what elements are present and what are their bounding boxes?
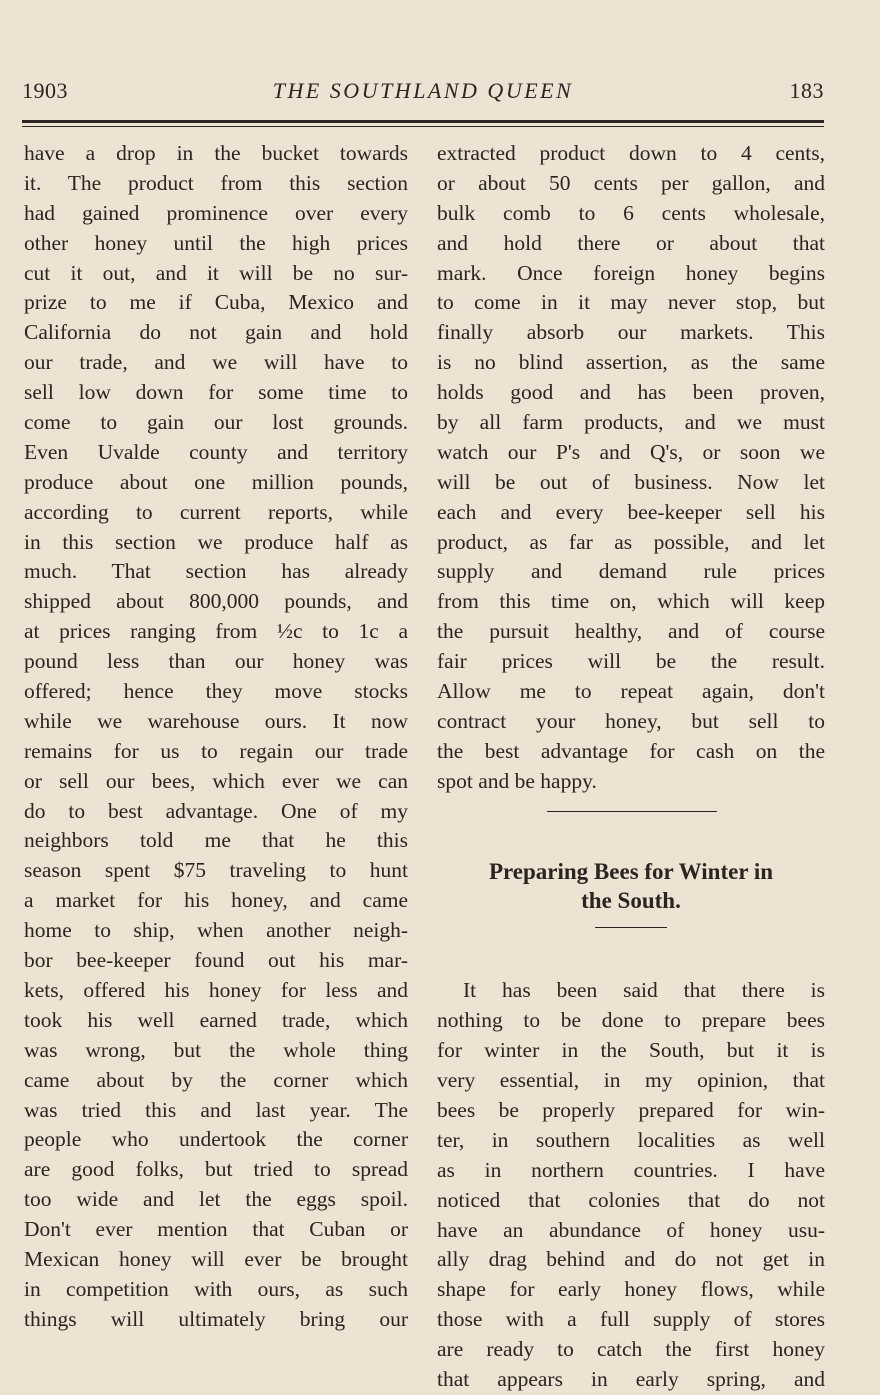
header-rule-thin [22, 126, 824, 127]
text-line: have an abundance of honey usu- [437, 1217, 825, 1242]
text-line: to come in it may never stop, but [437, 290, 825, 315]
text-line: sell low down for some time to [24, 380, 408, 405]
text-line: Allow me to repeat again, don't [437, 679, 825, 704]
text-line: noticed that colonies that do not [437, 1187, 825, 1212]
section-heading-line: Preparing Bees for Winter in [488, 858, 774, 884]
text-line: contract your honey, but sell to [437, 708, 825, 733]
text-line: or sell our bees, which ever we can [24, 768, 408, 793]
text-line: much. That section has already [24, 559, 408, 584]
page-number: 183 [789, 78, 824, 103]
text-line: remains for us to regain our trade [24, 738, 408, 763]
text-line: Don't ever mention that Cuban or [24, 1217, 408, 1242]
text-line: do to best advantage. One of my [24, 798, 408, 823]
text-line: or about 50 cents per gallon, and [437, 170, 825, 195]
text-line: fair prices will be the result. [437, 649, 825, 674]
text-line: home to ship, when another neigh- [24, 918, 408, 943]
running-header [22, 78, 824, 110]
text-line: have a drop in the bucket towards [24, 141, 408, 165]
text-line: It has been said that there is [463, 978, 825, 1003]
journal-title: THE SOUTHLAND QUEEN [272, 78, 574, 103]
text-line: very essential, in my opinion, that [437, 1068, 825, 1093]
text-line: the best advantage for cash on the [437, 738, 825, 763]
text-line: was tried this and last year. The [24, 1097, 408, 1122]
text-line: in competition with ours, as such [24, 1276, 408, 1301]
heading-underline [437, 916, 825, 976]
text-line: took his well earned trade, which [24, 1007, 408, 1032]
text-line: is no blind assertion, as the same [437, 350, 825, 375]
text-line: in this section we produce half as [24, 529, 408, 554]
section-separator [437, 797, 825, 857]
text-line: spot and be happy. [437, 768, 597, 793]
text-line: offered; hence they move stocks [24, 679, 408, 704]
text-line: neighbors told me that he this [24, 828, 408, 853]
text-line: holds good and has been proven, [437, 380, 825, 405]
text-line: was wrong, but the whole thing [24, 1037, 408, 1062]
text-line: our trade, and we will have to [24, 350, 408, 375]
text-line: bees be properly prepared for win- [437, 1097, 825, 1122]
text-line: that appears in early spring, and [437, 1366, 825, 1391]
text-line: too wide and let the eggs spoil. [24, 1187, 408, 1212]
text-line: finally absorb our markets. This [437, 320, 825, 345]
text-line: bor bee-keeper found out his mar- [24, 948, 408, 973]
text-line: the pursuit healthy, and of course [437, 619, 825, 644]
text-line: pound less than our honey was [24, 649, 408, 674]
text-line: those with a full supply of stores [437, 1307, 825, 1332]
text-line: shipped about 800,000 pounds, and [24, 589, 408, 614]
text-line: Even Uvalde county and territory [24, 439, 408, 464]
text-line: it. The product from this section [24, 170, 408, 195]
text-line: each and every bee-keeper sell his [437, 499, 825, 524]
text-line: a market for his honey, and came [24, 888, 408, 913]
text-line: ally drag behind and do not get in [437, 1247, 825, 1272]
text-line: product, as far as possible, and let [437, 529, 825, 554]
text-line: will be out of business. Now let [437, 469, 825, 494]
text-line: prize to me if Cuba, Mexico and [24, 290, 408, 315]
text-line: ter, in southern localities as well [437, 1127, 825, 1152]
header-year: 1903 [22, 78, 68, 103]
text-line: while we warehouse ours. It now [24, 708, 408, 733]
text-line: Mexican honey will ever be brought [24, 1246, 408, 1271]
text-line: supply and demand rule prices [437, 559, 825, 584]
text-line: at prices ranging from ½c to 1c a [24, 619, 408, 644]
text-line: by all farm products, and we must [437, 410, 825, 435]
text-line: extracted product down to 4 cents, [437, 141, 825, 165]
header-rule-thick [22, 120, 824, 123]
text-line: nothing to be done to prepare bees [437, 1008, 825, 1033]
text-line: from this time on, which will keep [437, 589, 825, 614]
text-line: mark. Once foreign honey begins [437, 260, 825, 285]
text-line: are ready to catch the first honey [437, 1337, 825, 1362]
text-line: cut it out, and it will be no sur- [24, 260, 408, 285]
text-line: things will ultimately bring our [24, 1306, 408, 1331]
text-line: came about by the corner which [24, 1067, 408, 1092]
text-line: kets, offered his honey for less and [24, 977, 408, 1002]
section-heading-line: the South. [581, 888, 681, 914]
text-line: and hold there or about that [437, 230, 825, 255]
text-line: had gained prominence over every [24, 200, 408, 225]
text-line: bulk comb to 6 cents wholesale, [437, 200, 825, 225]
left-column [24, 139, 408, 1335]
text-line: California do not gain and hold [24, 320, 408, 345]
text-line: are good folks, but tried to spread [24, 1157, 408, 1182]
text-line: produce about one million pounds, [24, 469, 408, 494]
text-line: for winter in the South, but it is [437, 1038, 825, 1063]
text-line: season spent $75 traveling to hunt [24, 858, 408, 883]
text-line: people who undertook the corner [24, 1127, 408, 1152]
text-line: other honey until the high prices [24, 230, 408, 255]
text-line: according to current reports, while [24, 499, 408, 524]
text-line: watch our P's and Q's, or soon we [437, 439, 825, 464]
text-line: shape for early honey flows, while [437, 1277, 825, 1302]
text-line: come to gain our lost grounds. [24, 410, 408, 435]
right-column [437, 139, 825, 1395]
text-line: as in northern countries. I have [437, 1157, 825, 1182]
